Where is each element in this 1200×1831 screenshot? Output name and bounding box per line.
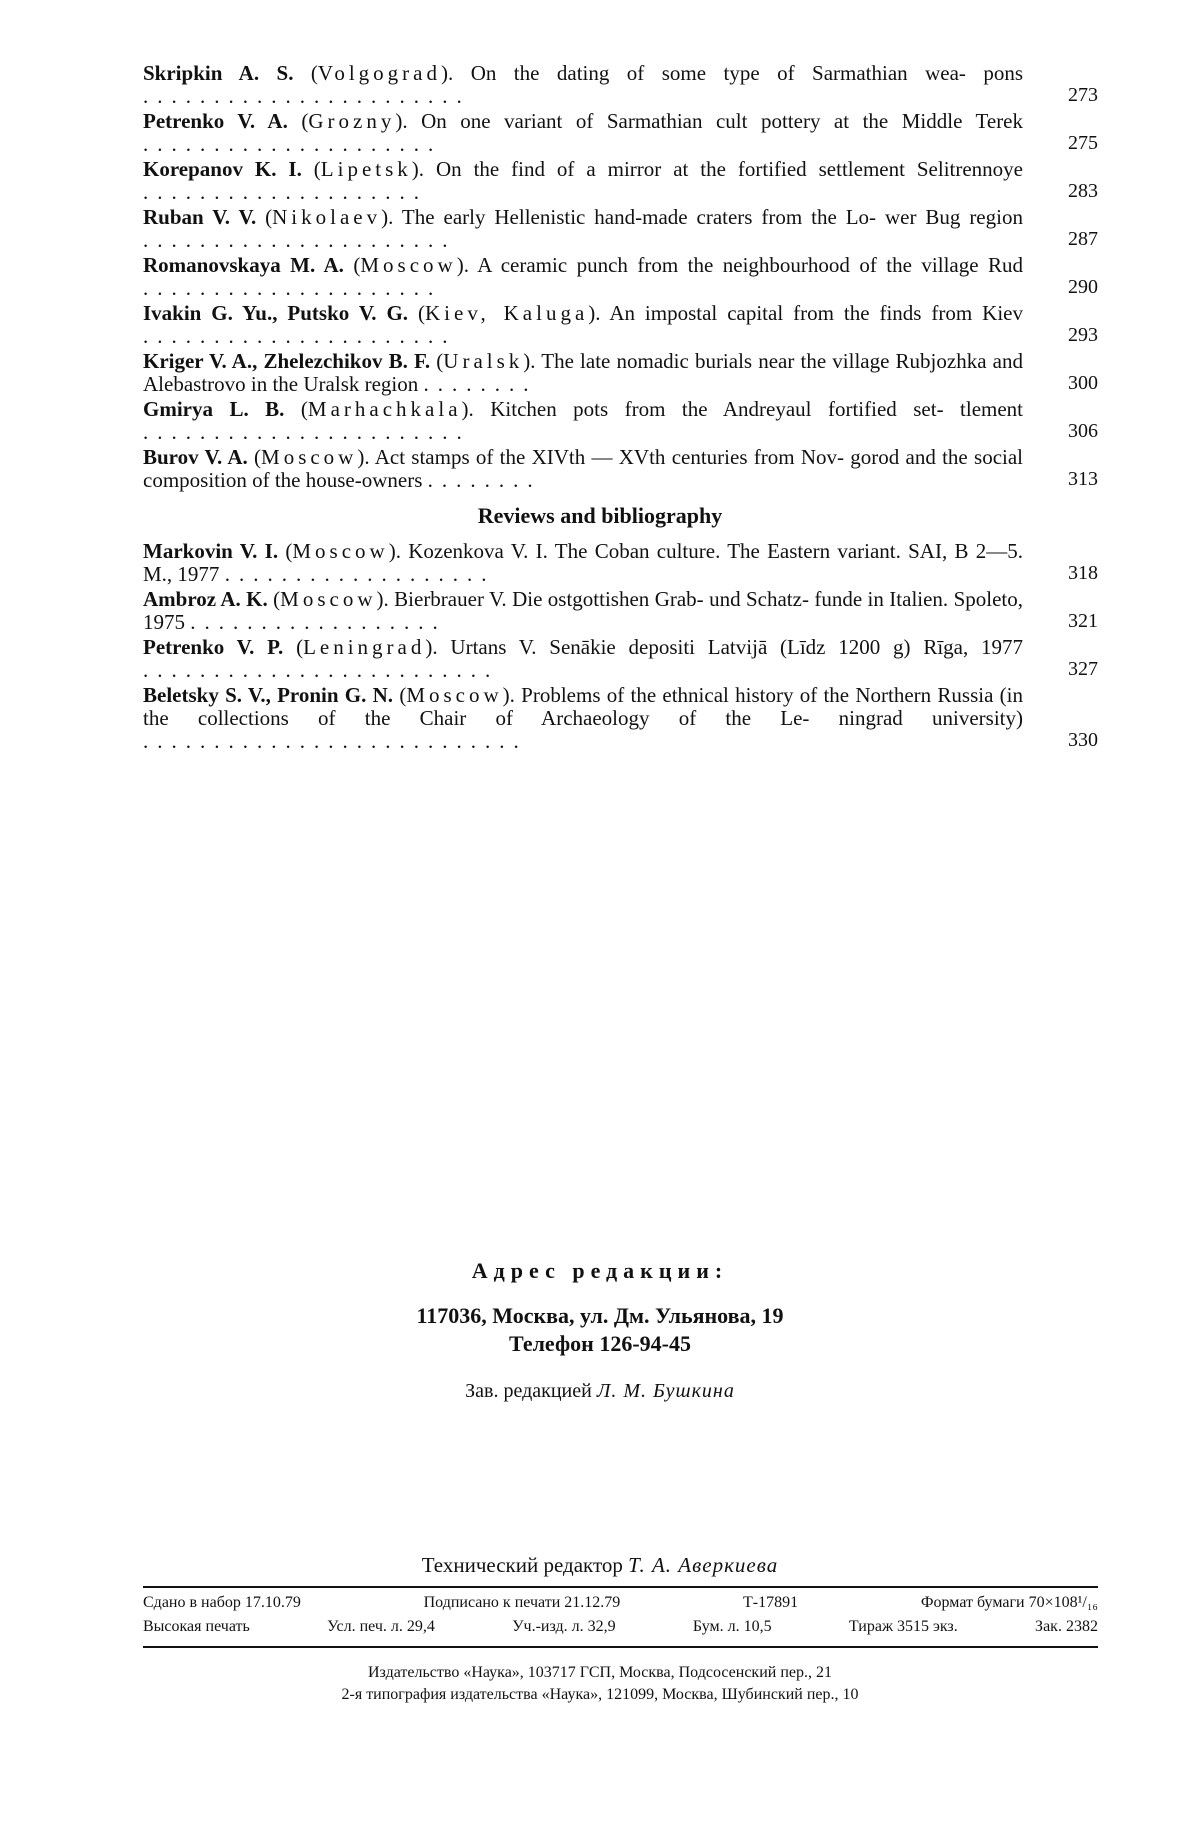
divider-bottom (143, 1646, 1098, 1648)
printing-house-line: 2-я типография издательства «Наука», 121099, Москва, Шубинский пер., 10 (341, 1686, 859, 1703)
entry-page: 327 (1068, 658, 1098, 680)
entry-author: Romanovskaya M. A. (143, 253, 344, 277)
entry-author: Petrenko V. A. (143, 109, 288, 133)
entry-title: On the dating of some type of Sarmathian wea- pons (470, 61, 1024, 85)
entry-page: 287 (1068, 228, 1098, 250)
imprint-cell: Сдано в набор 17.10.79 (143, 1594, 301, 1611)
entry-title: The late nomadic burials near the village Rubjozhka and Alebastrovo in the Uralsk region (143, 349, 1023, 396)
managing-editor (0, 1380, 1200, 1403)
entry-page: 275 (1068, 132, 1098, 154)
reviews-list (143, 540, 1098, 755)
imprint-cell: Высокая печать (143, 1618, 250, 1635)
entry-author: Gmirya L. B. (143, 397, 285, 421)
imprint-row-1 (143, 1594, 1098, 1612)
publisher-line: Издательство «Наука», 103717 ГСП, Москва, Подсосенский пер., 21 (368, 1664, 832, 1681)
entry-city: Marhachkala (307, 397, 462, 421)
entry-page: 283 (1068, 180, 1098, 202)
entry-city: Moscow (261, 445, 358, 469)
entry-title: Problems of the ethnical history of the Northern Russia (in the collections of the Chair of Archaeology of the Le- ningrad university) (143, 683, 1023, 730)
entry-city: Uralsk (443, 349, 524, 373)
entry-city: Lipetsk (320, 157, 412, 181)
entry-city: Kiev, Kaluga (425, 301, 589, 325)
toc-entry: Ruban V. V. (Nikolaev). The early Hellenistic hand-made craters from the Lo- wer Bug region ...................... 287 (143, 205, 1098, 252)
editorial-address (0, 1258, 1200, 1358)
reviews-heading: Reviews and bibliography (477, 503, 723, 528)
toc-entry: Romanovskaya M. A. (Moscow). A ceramic punch from the neighbourhood of the village Rud ..................... 290 (143, 253, 1098, 300)
review-entry: Petrenko V. P. (Leningrad). Urtans V. Senākie depositi Latvijā (Līdz 1200 g) Rīga, 1977 ......................... 327 (143, 635, 1098, 682)
entry-author: Kriger V. A., Zhelezchikov B. F. (143, 349, 431, 373)
address-phone: Телефон 126-94-45 (508, 1331, 692, 1356)
entry-city: Moscow (292, 539, 389, 563)
entry-author: Korepanov K. I. (143, 157, 302, 181)
imprint-row-2 (143, 1618, 1098, 1636)
entry-city: Grozny (308, 109, 396, 133)
editor-name: Л. М. Бушкина (596, 1380, 735, 1402)
imprint-cell: Усл. печ. л. 29,4 (327, 1618, 435, 1635)
entry-page: 313 (1068, 468, 1098, 490)
entry-title: Act stamps of the XIVth — XVth centuries from Nov- gorod and the social composition of the house-owners (143, 445, 1024, 492)
entry-page: 300 (1068, 372, 1098, 394)
entry-page: 306 (1068, 420, 1098, 442)
imprint-cell: Бум. л. 10,5 (692, 1618, 772, 1635)
imprint-cell: Подписано к печати 21.12.79 (423, 1594, 621, 1611)
address-header: Адрес редакции: (471, 1258, 729, 1283)
entry-page: 330 (1068, 729, 1098, 751)
entry-page: 321 (1068, 610, 1098, 632)
entry-title: Urtans V. Senākie depositi Latvijā (Līdz 1200 g) Rīga, 1977 (450, 635, 1024, 659)
entry-title: A ceramic punch from the neighbourhood of the village Rud (477, 253, 1023, 277)
tech-editor-role: Технический редактор (421, 1553, 623, 1577)
imprint-cell: Зак. 2382 (1035, 1618, 1098, 1635)
entry-title: The early Hellenistic hand-made craters from the Lo- wer Bug region (401, 205, 1023, 229)
toc-entry: Korepanov K. I. (Lipetsk). On the find of a mirror at the fortified settlement Selitrennoye .................... 283 (143, 157, 1098, 204)
entry-author: Skripkin A. S. (143, 61, 294, 85)
tech-editor-name: Т. А. Аверкиева (628, 1553, 779, 1577)
editor-role: Зав. редакцией (465, 1380, 592, 1402)
toc-entry: Kriger V. A., Zhelezchikov B. F. (Uralsk). The late nomadic burials near the village Rubjozhka and Alebastrovo in the Uralsk region ........ 300 (143, 349, 1098, 396)
entry-title: Kitchen pots from the Andreyaul fortified set- tlement (490, 397, 1024, 421)
table-of-contents (143, 62, 1098, 494)
entry-city: Moscow (406, 683, 503, 707)
entry-title: On one variant of Sarmathian cult pottery at the Middle Terek (421, 109, 1024, 133)
review-entry: Ambroz A. K. (Moscow). Bierbrauer V. Die ostgottishen Grab- und Schatz- funde in Italien. Spoleto, 1975 .................. 321 (143, 587, 1098, 634)
entry-author: Burov V. A. (143, 445, 248, 469)
imprint-cell: Формат бумаги 70×108¹/₁₆ (920, 1594, 1098, 1611)
imprint-cell: Уч.-изд. л. 32,9 (512, 1618, 616, 1635)
entry-city: Moscow (280, 587, 377, 611)
entry-author: Markovin V. I. (143, 539, 279, 563)
entry-author: Ruban V. V. (143, 205, 257, 229)
entry-city: Moscow (360, 253, 457, 277)
divider-top (143, 1586, 1098, 1588)
entry-author: Beletsky S. V., Pronin G. N. (143, 683, 394, 707)
toc-entry: Ivakin G. Yu., Putsko V. G. (Kiev, Kaluga). An impostal capital from the finds from Kiev ...................... 293 (143, 301, 1098, 348)
entry-author: Petrenko V. P. (143, 635, 284, 659)
entry-page: 290 (1068, 276, 1098, 298)
imprint-cell: Т-17891 (743, 1594, 799, 1611)
technical-editor (0, 1553, 1200, 1578)
entry-title: Kozenkova V. I. The Coban culture. The Eastern variant. SAI, B 2—5. M., 1977 (143, 539, 1023, 586)
entry-page: 293 (1068, 324, 1098, 346)
entry-title: Bierbrauer V. Die ostgottishen Grab- und Schatz- funde in Italien. Spoleto, 1975 (143, 587, 1023, 634)
entry-author: Ivakin G. Yu., Putsko V. G. (143, 301, 409, 325)
toc-entry: Gmirya L. B. (Marhachkala). Kitchen pots from the Andreyaul fortified set- tlement ....................... 306 (143, 397, 1098, 444)
review-entry: Markovin V. I. (Moscow). Kozenkova V. I. The Coban culture. The Eastern variant. SAI, B 2—5. M., 1977 ................... 318 (143, 539, 1098, 586)
entry-page: 273 (1068, 84, 1098, 106)
toc-entry: Burov V. A. (Moscow). Act stamps of the XIVth — XVth centuries from Nov- gorod and the social composition of the house-owners ........ 313 (143, 445, 1098, 492)
entry-city: Nikolaev (272, 205, 382, 229)
address-street: 117036, Москва, ул. Дм. Ульянова, 19 (416, 1303, 784, 1328)
toc-entry: Skripkin A. S. (Volgograd). On the dating of some type of Sarmathian wea- pons ....................... 273 (143, 61, 1098, 108)
entry-author: Ambroz A. K. (143, 587, 268, 611)
toc-entry: Petrenko V. A. (Grozny). On one variant of Sarmathian cult pottery at the Middle Terek ..................... 275 (143, 109, 1098, 156)
entry-page: 318 (1068, 562, 1098, 584)
entry-city: Leningrad (303, 635, 426, 659)
review-entry: Beletsky S. V., Pronin G. N. (Moscow). Problems of the ethnical history of the Northern Russia (in the collections of the Chair of Archaeology of the Le- ningrad university) ........................... 330 (143, 683, 1098, 753)
entry-city: Volgograd (317, 61, 441, 85)
entry-title: An impostal capital from the finds from Kiev (609, 301, 1023, 325)
imprint-cell: Тираж 3515 экз. (848, 1618, 958, 1635)
entry-title: On the find of a mirror at the fortified settlement Selitrennoye (435, 157, 1024, 181)
